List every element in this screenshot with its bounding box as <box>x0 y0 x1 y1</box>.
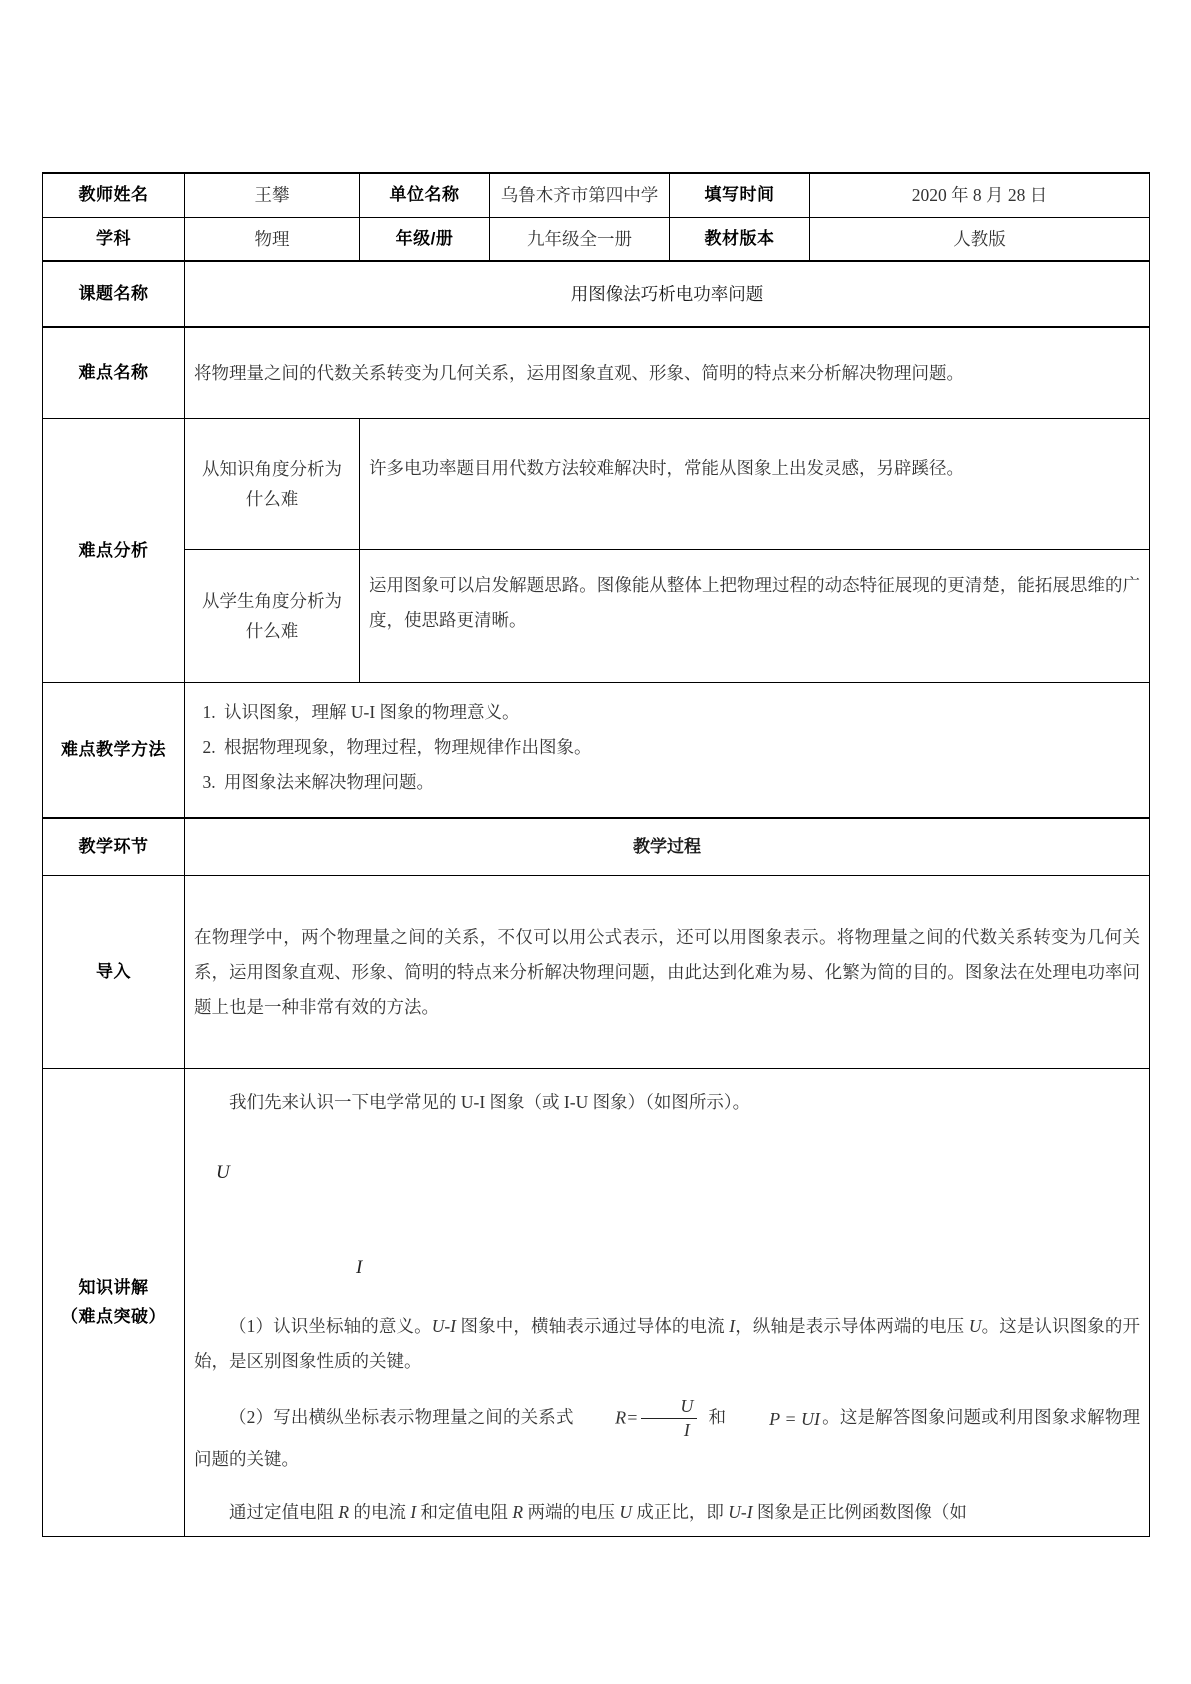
table-row-difficulty-name <box>43 327 1150 419</box>
value-grade: 九年级全一册 <box>490 217 670 261</box>
figure-y-axis-label: U <box>216 1162 230 1184</box>
label-topic-name: 课题名称 <box>43 261 185 327</box>
table-row-difficulty-analysis-knowledge <box>43 419 1150 550</box>
value-textbook-version: 人教版 <box>810 217 1150 261</box>
point-1-symbol-u: U <box>968 1316 982 1337</box>
table-row-teaching-methods <box>43 683 1150 819</box>
label-knowledge-explanation <box>43 1069 185 1536</box>
list-item: 2. 根据物理现象，物理过程，物理规律作出图象。 <box>220 730 1140 765</box>
label-teaching-process: 教学过程 <box>185 818 1150 876</box>
label-unit-name: 单位名称 <box>360 173 490 217</box>
formula-fraction <box>641 1396 697 1440</box>
point-1-part-a: （1）认识坐标轴的意义。 <box>229 1316 432 1337</box>
value-difficulty-name: 将物理量之间的代数关系转变为几何关系，运用图象直观、形象、简明的特点来分析解决物理问题。 <box>185 327 1150 419</box>
point-3-symbol-r2: R <box>512 1501 524 1522</box>
point-3-symbol-ui: U-I <box>728 1501 753 1522</box>
label-fill-time: 填写时间 <box>670 173 810 217</box>
formula-denominator: I <box>683 1419 690 1440</box>
value-teacher-name: 王攀 <box>185 173 360 217</box>
ui-graph-figure <box>194 1124 1140 1309</box>
value-knowledge-explanation <box>185 1069 1150 1536</box>
value-teaching-methods <box>185 683 1150 819</box>
table-row-knowledge-explanation <box>43 1069 1150 1536</box>
label-grade: 年级/册 <box>360 217 490 261</box>
table-row-topic <box>43 261 1150 327</box>
paragraph-point-1 <box>194 1309 1140 1379</box>
list-item: 3. 用图象法来解决物理问题。 <box>220 765 1140 800</box>
label-difficulty-analysis: 难点分析 <box>43 419 185 683</box>
table-row-difficulty-analysis-student <box>43 550 1150 683</box>
label-teacher-name: 教师姓名 <box>43 173 185 217</box>
label-introduction: 导入 <box>43 876 185 1069</box>
value-knowledge-angle: 许多电功率题目用代数方法较难解决时，常能从图象上出发灵感，另辟蹊径。 <box>360 419 1150 550</box>
label-teaching-methods: 难点教学方法 <box>43 683 185 819</box>
label-knowledge-explanation-line2: （难点突破） <box>61 1307 166 1327</box>
point-3-part-c: 的电流 <box>349 1501 411 1522</box>
point-3-part-i: 成正比，即 <box>632 1501 729 1522</box>
value-student-angle: 运用图象可以启发解题思路。图像能从整体上把物理过程的动态特征展现的更清楚，能拓展思维的广度，使思路更清晰。 <box>360 550 1150 683</box>
point-1-symbol-ui: U-I <box>431 1316 456 1337</box>
formula-conjunction: 和 <box>708 1407 727 1428</box>
point-1-symbol-i: I <box>729 1316 736 1337</box>
formula-power: P = UI <box>769 1409 820 1430</box>
figure-x-axis-label: I <box>356 1257 363 1279</box>
point-1-part-c: 图象中，横轴表示通过导体的电流 <box>456 1316 730 1337</box>
list-item: 1. 认识图象，理解 U-I 图象的物理意义。 <box>220 695 1140 730</box>
formula-r-lhs: R <box>615 1407 627 1428</box>
label-knowledge-angle: 从知识角度分析为什么难 <box>185 419 360 550</box>
point-3-part-a: 通过定值电阻 <box>229 1501 339 1522</box>
lesson-plan-table <box>42 172 1150 1537</box>
point-2-part-a: （2）写出横纵坐标表示物理量之间的关系式 <box>229 1407 574 1428</box>
point-3-part-k: 图象是正比例函数图像（如 <box>752 1501 967 1522</box>
paragraph-point-3 <box>194 1495 1140 1530</box>
table-row-process-header <box>43 818 1150 876</box>
point-3-part-g: 两端的电压 <box>523 1501 620 1522</box>
paragraph-intro: 我们先来认识一下电学常见的 U-I 图象（或 I-U 图象）（如图所示）。 <box>229 1092 751 1113</box>
point-3-part-e: 和定值电阻 <box>416 1501 513 1522</box>
label-teaching-link: 教学环节 <box>43 818 185 876</box>
point-2-part-b: 。这是解答图象问题或利用图象求解物理问题的关键。 <box>194 1407 1141 1469</box>
label-knowledge-explanation-line1: 知识讲解 <box>78 1277 149 1297</box>
point-1-part-g: 。这是认识图象的开始，是区别图象性质的关键。 <box>194 1316 1141 1372</box>
value-unit-name: 乌鲁木齐市第四中学 <box>490 173 670 217</box>
table-row-introduction <box>43 876 1150 1069</box>
label-student-angle: 从学生角度分析为什么难 <box>185 550 360 683</box>
value-fill-time: 2020 年 8 月 28 日 <box>810 173 1150 217</box>
teaching-methods-list <box>194 695 1140 800</box>
point-3-symbol-i: I <box>410 1501 417 1522</box>
table-row-subject-info <box>43 217 1150 261</box>
paragraph-point-2 <box>194 1397 1140 1476</box>
formula-numerator: U <box>641 1396 697 1419</box>
value-topic-name: 用图像法巧析电功率问题 <box>185 261 1150 327</box>
value-introduction: 在物理学中，两个物理量之间的关系，不仅可以用公式表示，还可以用图象表示。将物理量之间的代数关系转变为几何关系，运用图象直观、形象、简明的特点来分析解决物理问题，由此达到化难为易、化繁为简的目的。图象法在处理电功率问题上也是一种非常有效的方法。 <box>185 876 1150 1069</box>
formula-equals: = <box>626 1407 639 1428</box>
label-subject: 学科 <box>43 217 185 261</box>
value-subject: 物理 <box>185 217 360 261</box>
table-row-teacher-info <box>43 173 1150 217</box>
point-1-part-e: ，纵轴是表示导体两端的电压 <box>735 1316 969 1337</box>
label-textbook-version: 教材版本 <box>670 217 810 261</box>
label-difficulty-name: 难点名称 <box>43 327 185 419</box>
point-3-symbol-u: U <box>619 1501 632 1522</box>
point-3-symbol-r1: R <box>338 1501 350 1522</box>
formula-resistance <box>580 1397 700 1441</box>
